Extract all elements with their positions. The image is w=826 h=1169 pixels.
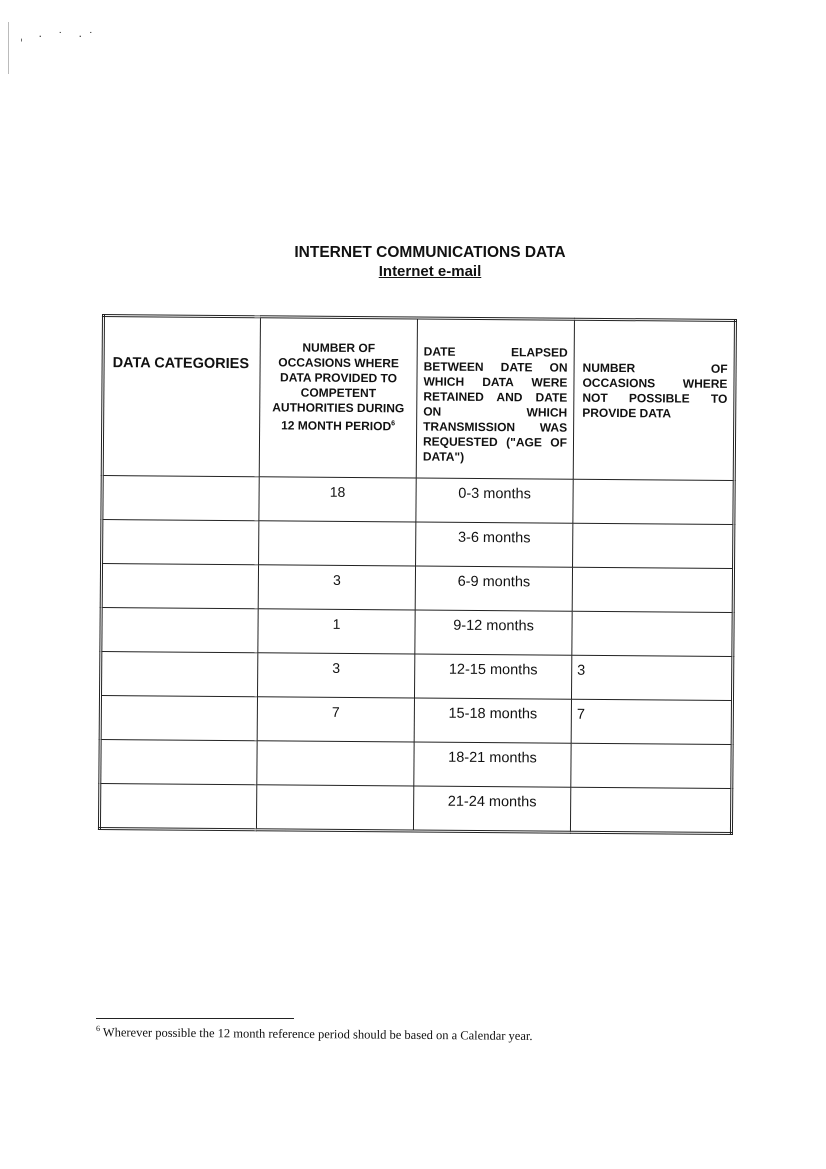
cell-category (102, 476, 259, 521)
table-row (101, 564, 733, 613)
cell-age: 3-6 months (416, 522, 573, 567)
title-block (200, 244, 660, 280)
footnote (96, 1024, 533, 1044)
cell-not-possible (572, 567, 733, 612)
cell-category (100, 696, 257, 741)
table-wrapper (98, 314, 734, 835)
cell-not-possible: 3 (571, 655, 732, 700)
table-row (100, 696, 732, 745)
cell-occasions: 3 (258, 565, 415, 610)
cell-occasions (257, 741, 414, 786)
cell-category (101, 564, 258, 609)
page-subtitle: Internet e-mail (378, 263, 482, 280)
footnote-divider (96, 1018, 294, 1019)
header-not-possible: NUMBER OF OCCASIONS WHERE NOT POSSIBLE TO PROVIDE DATA (573, 319, 735, 480)
cell-age: 9-12 months (415, 610, 572, 655)
data-table (98, 314, 737, 835)
footnote-text: Wherever possible the 12 month reference period should be based on a Calendar year. (102, 1025, 533, 1043)
cell-age: 12-15 months (414, 654, 571, 699)
table-header-row (102, 316, 735, 481)
cell-category (101, 652, 258, 697)
cell-category (100, 739, 257, 784)
scan-specks: ˌ · ˙ ·˙ (20, 30, 100, 43)
cell-age: 6-9 months (415, 566, 572, 611)
cell-category (101, 608, 258, 653)
cell-age: 15-18 months (414, 698, 571, 743)
cell-age: 18-21 months (414, 742, 571, 787)
footnote-ref: 6 (391, 420, 396, 428)
table-row (101, 608, 733, 657)
cell-not-possible (570, 787, 731, 833)
table-row (102, 476, 734, 525)
page-title: INTERNET COMMUNICATIONS DATA (294, 244, 566, 261)
cell-occasions: 3 (257, 653, 414, 698)
cell-age: 0-3 months (416, 478, 573, 523)
cell-occasions: 1 (258, 609, 415, 654)
header-data-categories: DATA CATEGORIES (102, 316, 260, 477)
table-row (101, 652, 733, 701)
header-occasions-provided (259, 317, 417, 478)
cell-not-possible: 7 (571, 699, 732, 744)
cell-occasions (256, 785, 413, 831)
cell-category (102, 520, 259, 565)
cell-occasions: 18 (259, 477, 416, 522)
footnote-number: 6 (95, 1024, 100, 1034)
cell-occasions (259, 521, 416, 566)
table-row (102, 520, 734, 569)
cell-not-possible (572, 611, 733, 656)
header-age-of-data: DATE ELAPSED BETWEEN DATE ON WHICH DATA WERE RETAINED AND DATE ON WHICH TRANSMISSION WAS REQUESTED ("AGE OF DATA") (416, 318, 574, 479)
cell-age: 21-24 months (413, 786, 570, 832)
cell-occasions: 7 (257, 697, 414, 742)
table-row (100, 739, 732, 788)
header-occasions-label: NUMBER OF OCCASIONS WHERE DATA PROVIDED TO COMPETENT AUTHORITIES DURING 12 MONTH PERIOD (272, 340, 405, 434)
cell-category (99, 783, 256, 829)
cell-not-possible (573, 479, 734, 524)
margin-mark (8, 22, 9, 74)
table-row (99, 783, 731, 833)
cell-not-possible (573, 523, 734, 568)
cell-not-possible (571, 743, 732, 788)
